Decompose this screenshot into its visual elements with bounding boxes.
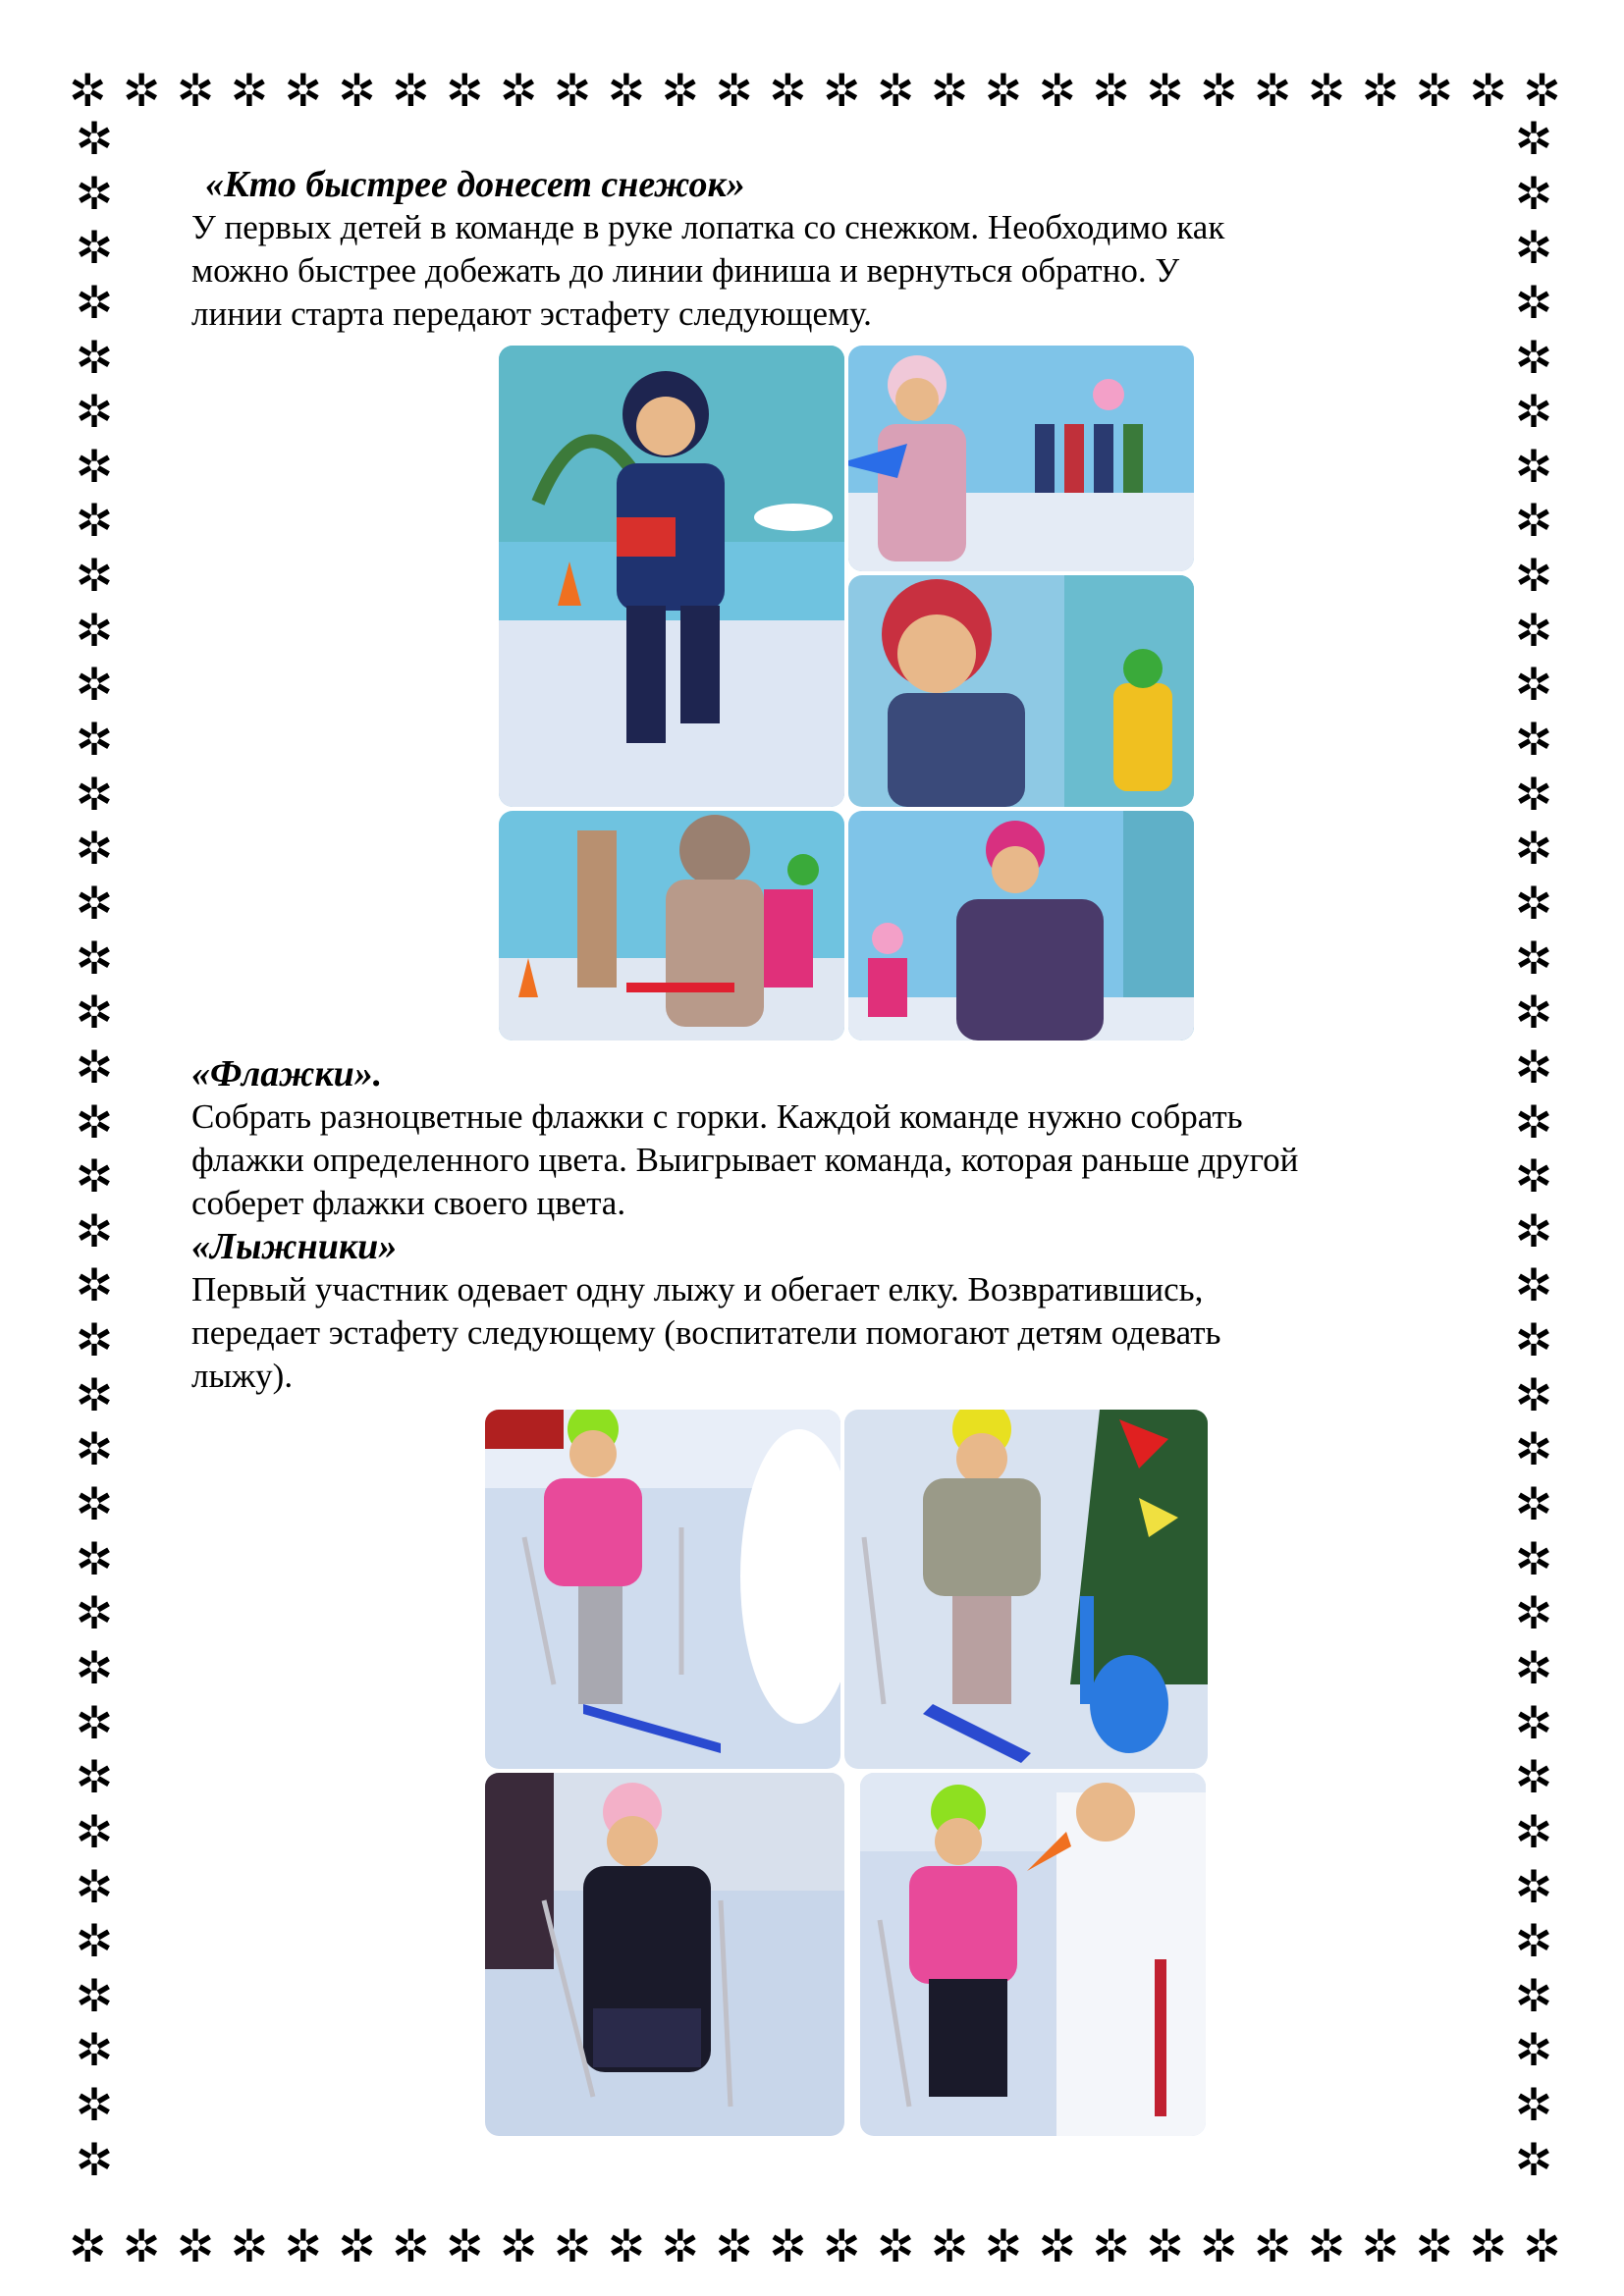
snowflake-icon: ✲ [75,1477,114,1531]
snowflake-icon: ✲ [284,64,322,117]
snowflake-icon: ✲ [75,876,114,930]
snowflake-icon: ✲ [1514,1804,1553,1858]
photo-boy-skiing-green [844,1410,1208,1769]
snowflake-icon: ✲ [75,1258,114,1312]
snowflake-icon: ✲ [1514,1095,1553,1148]
snowflake-icon: ✲ [75,1695,114,1749]
snowflake-icon: ✲ [392,64,430,117]
snowflake-icon: ✲ [1514,221,1553,275]
snowflake-icon: ✲ [75,1313,114,1367]
snowflake-icon: ✲ [1514,1149,1553,1203]
snowflake-icon: ✲ [75,603,114,657]
snowflake-icon: ✲ [1200,64,1238,117]
snowflake-icon: ✲ [1514,1422,1553,1476]
snowflake-icon: ✲ [69,2219,107,2272]
snowflake-icon: ✲ [984,2219,1023,2272]
snowflake-icon: ✲ [1514,2132,1553,2182]
snowflake-icon: ✲ [392,2219,430,2272]
snowflake-icon: ✲ [1514,116,1553,165]
snowflake-icon: ✲ [75,1586,114,1640]
snowflake-icon: ✲ [1514,549,1553,603]
section-line: лыжу). [191,1357,294,1395]
snowflake-icon: ✲ [75,439,114,493]
snowflake-icon: ✲ [75,2078,114,2132]
snowflake-icon: ✲ [553,2219,592,2272]
border-top [69,61,1561,120]
snowflake-icon: ✲ [75,330,114,384]
section-title: «Кто быстрее донесет снежок» [205,164,745,205]
snowflake-icon: ✲ [1514,385,1553,439]
snowflake-icon: ✲ [1514,1586,1553,1640]
snowflake-icon: ✲ [1514,931,1553,985]
snowflake-icon: ✲ [1523,64,1561,117]
snowflake-icon: ✲ [75,1531,114,1585]
snowflake-icon: ✲ [1307,2219,1346,2272]
snowflake-icon: ✲ [1514,330,1553,384]
section-line: передает эстафету следующему (воспитатели помогают детям одевать [191,1313,1221,1352]
snowflake-icon: ✲ [1514,1859,1553,1913]
snowflake-icon: ✲ [1514,1258,1553,1312]
section-line: линии старта передают эстафету следующему. [191,294,872,333]
snowflake-icon: ✲ [1514,1914,1553,1968]
snowflake-icon: ✲ [1361,64,1400,117]
section-line: соберет флажки своего цвета. [191,1184,626,1222]
snowflake-icon: ✲ [75,549,114,603]
snowflake-icon: ✲ [75,822,114,876]
snowflake-icon: ✲ [284,2219,322,2272]
snowflake-icon: ✲ [1514,767,1553,821]
snowflake-icon: ✲ [69,64,107,117]
border-left [65,116,124,2182]
snowflake-icon: ✲ [122,2219,161,2272]
snowflake-icon: ✲ [75,275,114,329]
section-line: флажки определенного цвета. Выигрывает команда, которая раньше другой [191,1141,1299,1179]
section-line: У первых детей в команде в руке лопатка со снежком. Необходимо как [191,208,1225,246]
snowflake-icon: ✲ [607,2219,646,2272]
snowflake-icon: ✲ [1307,64,1346,117]
snowflake-icon: ✲ [930,64,969,117]
photo-girl-snowflake-jacket [848,811,1194,1041]
border-right [1504,116,1563,2182]
snowflake-icon: ✲ [1415,2219,1454,2272]
snowflake-icon: ✲ [1514,1040,1553,1094]
snowflake-icon: ✲ [1514,275,1553,329]
snowflake-icon: ✲ [446,64,484,117]
snowflake-icon: ✲ [499,2219,538,2272]
snowflake-icon: ✲ [1253,64,1292,117]
photo-girl-running [499,811,844,1041]
snowflake-icon: ✲ [446,2219,484,2272]
snowflake-icon: ✲ [176,2219,215,2272]
border-bottom [69,2216,1561,2275]
snowflake-icon: ✲ [1092,64,1130,117]
snowflake-icon: ✲ [661,2219,699,2272]
snowflake-icon: ✲ [75,931,114,985]
photo-girl-skiing-with-snowman [860,1773,1206,2136]
snowflake-icon: ✲ [338,2219,376,2272]
snowflake-icon: ✲ [1415,64,1454,117]
photo-girl-with-shovel [848,346,1194,571]
section-snowball [191,163,1458,336]
snowflake-icon: ✲ [75,385,114,439]
snowflake-icon: ✲ [75,658,114,712]
snowflake-icon: ✲ [75,1422,114,1476]
snowflake-icon: ✲ [75,986,114,1040]
section-title: «Лыжники» [191,1226,398,1267]
snowflake-icon: ✲ [75,767,114,821]
snowflake-icon: ✲ [607,64,646,117]
snowflake-icon: ✲ [876,2219,915,2272]
snowflake-icon: ✲ [1514,166,1553,220]
snowflake-icon: ✲ [75,1203,114,1257]
snowflake-icon: ✲ [75,1149,114,1203]
snowflake-icon: ✲ [499,64,538,117]
snowflake-icon: ✲ [75,1095,114,1148]
snowflake-icon: ✲ [1038,64,1077,117]
snowflake-icon: ✲ [1038,2219,1077,2272]
snowflake-icon: ✲ [1469,64,1507,117]
snowflake-icon: ✲ [1514,1750,1553,1804]
snowflake-icon: ✲ [1514,986,1553,1040]
snowflake-icon: ✲ [823,2219,861,2272]
snowflake-icon: ✲ [75,1640,114,1694]
snowflake-icon: ✲ [1514,439,1553,493]
snowflake-icon: ✲ [75,1914,114,1968]
snowflake-icon: ✲ [1523,2219,1561,2272]
snowflake-icon: ✲ [75,2023,114,2077]
snowflake-icon: ✲ [1469,2219,1507,2272]
snowflake-icon: ✲ [75,1859,114,1913]
snowflake-icon: ✲ [1514,494,1553,548]
snowflake-icon: ✲ [176,64,215,117]
snowflake-icon: ✲ [823,64,861,117]
snowflake-icon: ✲ [1514,2078,1553,2132]
snowflake-icon: ✲ [75,494,114,548]
snowflake-icon: ✲ [984,64,1023,117]
snowflake-icon: ✲ [715,64,753,117]
section-line: Собрать разноцветные флажки с горки. Каждой команде нужно собрать [191,1097,1243,1136]
snowflake-icon: ✲ [230,2219,269,2272]
snowflake-icon: ✲ [75,166,114,220]
snowflake-icon: ✲ [1514,603,1553,657]
section-flags [191,1052,1458,1398]
snowflake-icon: ✲ [1514,2023,1553,2077]
snowflake-icon: ✲ [75,1367,114,1421]
snowflake-icon: ✲ [1514,1695,1553,1749]
snowflake-icon: ✲ [1514,1968,1553,2022]
snowflake-icon: ✲ [553,64,592,117]
snowflake-icon: ✲ [230,64,269,117]
snowflake-icon: ✲ [715,2219,753,2272]
snowflake-icon: ✲ [1253,2219,1292,2272]
snowflake-icon: ✲ [1514,822,1553,876]
snowflake-icon: ✲ [75,1804,114,1858]
snowflake-icon: ✲ [1514,1367,1553,1421]
snowflake-icon: ✲ [75,1968,114,2022]
snowflake-icon: ✲ [769,2219,807,2272]
snowflake-icon: ✲ [1514,1203,1553,1257]
snowflake-icon: ✲ [661,64,699,117]
snowflake-icon: ✲ [1514,1640,1553,1694]
snowflake-icon: ✲ [1146,64,1184,117]
snowflake-icon: ✲ [338,64,376,117]
snowflake-icon: ✲ [876,64,915,117]
section-title: «Флажки». [191,1053,383,1095]
photo-girl-skiing-pink [485,1410,840,1769]
section-line: можно быстрее добежать до линии финиша и вернуться обратно. У [191,251,1180,290]
snowflake-icon: ✲ [75,713,114,767]
snowflake-icon: ✲ [75,1750,114,1804]
snowflake-icon: ✲ [1092,2219,1130,2272]
snowflake-icon: ✲ [1514,658,1553,712]
snowflake-icon: ✲ [1361,2219,1400,2272]
snowflake-icon: ✲ [75,1040,114,1094]
snowflake-icon: ✲ [75,2132,114,2182]
snowflake-icon: ✲ [1514,1477,1553,1531]
photo-girl-skiing-black [485,1773,844,2136]
snowflake-icon: ✲ [1200,2219,1238,2272]
photo-boy-with-snowball [499,346,844,807]
photo-girl-in-hat [848,575,1194,807]
snowflake-icon: ✲ [1514,713,1553,767]
snowflake-icon: ✲ [930,2219,969,2272]
section-line: Первый участник одевает одну лыжу и обегает елку. Возвратившись, [191,1270,1204,1308]
snowflake-icon: ✲ [1514,1313,1553,1367]
snowflake-icon: ✲ [75,116,114,165]
snowflake-icon: ✲ [75,221,114,275]
snowflake-icon: ✲ [122,64,161,117]
snowflake-icon: ✲ [1514,876,1553,930]
snowflake-icon: ✲ [1514,1531,1553,1585]
snowflake-icon: ✲ [769,64,807,117]
snowflake-icon: ✲ [1146,2219,1184,2272]
